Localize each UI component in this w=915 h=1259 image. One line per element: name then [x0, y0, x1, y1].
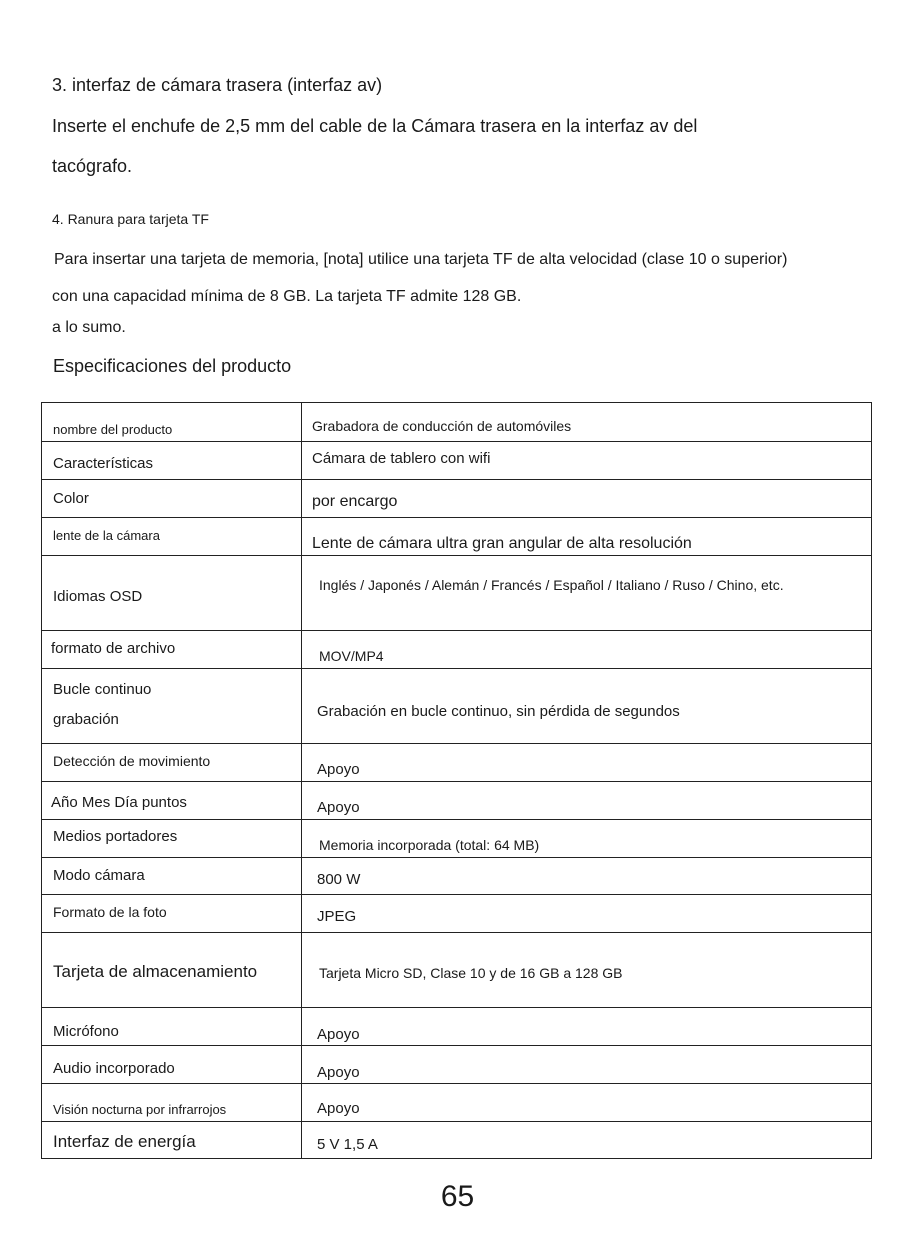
spec-label: Medios portadores	[53, 828, 178, 845]
spec-label: Características	[53, 455, 154, 472]
spec-value: Tarjeta Micro SD, Clase 10 y de 16 GB a 128 GB	[319, 965, 623, 981]
table-row	[42, 403, 871, 442]
rear-camera-text-line2: tacógrafo.	[52, 156, 133, 176]
tf-slot-text-line3: a lo sumo.	[52, 319, 126, 336]
spec-value: Apoyo	[317, 1100, 360, 1117]
page-number: 65	[440, 1180, 475, 1213]
spec-value: MOV/MP4	[319, 648, 384, 664]
spec-value: JPEG	[317, 908, 357, 925]
rear-camera-heading: 3. interfaz de cámara trasera (interfaz av)	[52, 75, 383, 95]
spec-label: Detección de movimiento	[53, 753, 211, 769]
spec-label: Formato de la foto	[53, 904, 167, 920]
table-row	[42, 631, 871, 669]
spec-value: Apoyo	[317, 799, 360, 816]
table-row	[42, 669, 871, 744]
spec-value: Apoyo	[317, 1026, 360, 1043]
table-row	[42, 858, 871, 895]
table-row	[42, 1122, 871, 1159]
spec-value: 800 W	[317, 871, 361, 888]
spec-value: Grabación en bucle continuo, sin pérdida de segundos	[317, 703, 680, 720]
spec-label: Idiomas OSD	[53, 588, 143, 605]
spec-value: Apoyo	[317, 761, 360, 778]
spec-label: Visión nocturna por infrarrojos	[53, 1102, 227, 1117]
spec-value: Apoyo	[317, 1064, 360, 1081]
table-row	[42, 895, 871, 933]
spec-label: formato de archivo	[51, 640, 176, 657]
spec-label: Bucle continuo	[53, 681, 152, 698]
spec-label: lente de la cámara	[53, 528, 160, 543]
spec-label: Modo cámara	[53, 867, 145, 884]
spec-label: Tarjeta de almacenamiento	[53, 962, 258, 981]
spec-value: Cámara de tablero con wifi	[312, 450, 491, 467]
table-row	[42, 782, 871, 820]
table-row	[42, 1046, 871, 1084]
rear-camera-text-line1: Inserte el enchufe de 2,5 mm del cable de la Cámara trasera en la interfaz av del	[52, 116, 698, 136]
table-row	[42, 1084, 871, 1122]
table-row	[42, 744, 871, 782]
tf-slot-text-line1: Para insertar una tarjeta de memoria, [nota] utilice una tarjeta TF de alta velocidad (clase 10 o superior)	[54, 251, 788, 268]
spec-value: Memoria incorporada (total: 64 MB)	[319, 837, 540, 853]
spec-value: por encargo	[312, 493, 398, 510]
table-row	[42, 933, 871, 1008]
table-row	[42, 1008, 871, 1046]
tf-slot-heading: 4. Ranura para tarjeta TF	[52, 211, 209, 227]
spec-label: Año Mes Día puntos	[51, 794, 187, 811]
spec-label-line2: grabación	[53, 711, 119, 728]
spec-value: 5 V 1,5 A	[317, 1136, 378, 1153]
table-row	[42, 556, 871, 631]
table-row	[42, 820, 871, 858]
spec-table	[41, 402, 872, 1159]
tf-slot-text-line2: con una capacidad mínima de 8 GB. La tarjeta TF admite 128 GB.	[52, 288, 522, 305]
spec-label: Audio incorporado	[53, 1060, 175, 1077]
spec-label: Micrófono	[53, 1023, 119, 1040]
table-row	[42, 518, 871, 556]
spec-label: Interfaz de energía	[53, 1132, 196, 1151]
table-row	[42, 480, 871, 518]
spec-label: Color	[53, 490, 89, 507]
spec-value: Grabadora de conducción de automóviles	[312, 418, 572, 434]
spec-value: Lente de cámara ultra gran angular de alta resolución	[312, 535, 692, 552]
table-row	[42, 442, 871, 480]
spec-heading: Especificaciones del producto	[53, 356, 292, 376]
spec-label: nombre del producto	[53, 422, 173, 437]
spec-value: Inglés / Japonés / Alemán / Francés / Español / Italiano / Ruso / Chino, etc.	[319, 577, 784, 593]
